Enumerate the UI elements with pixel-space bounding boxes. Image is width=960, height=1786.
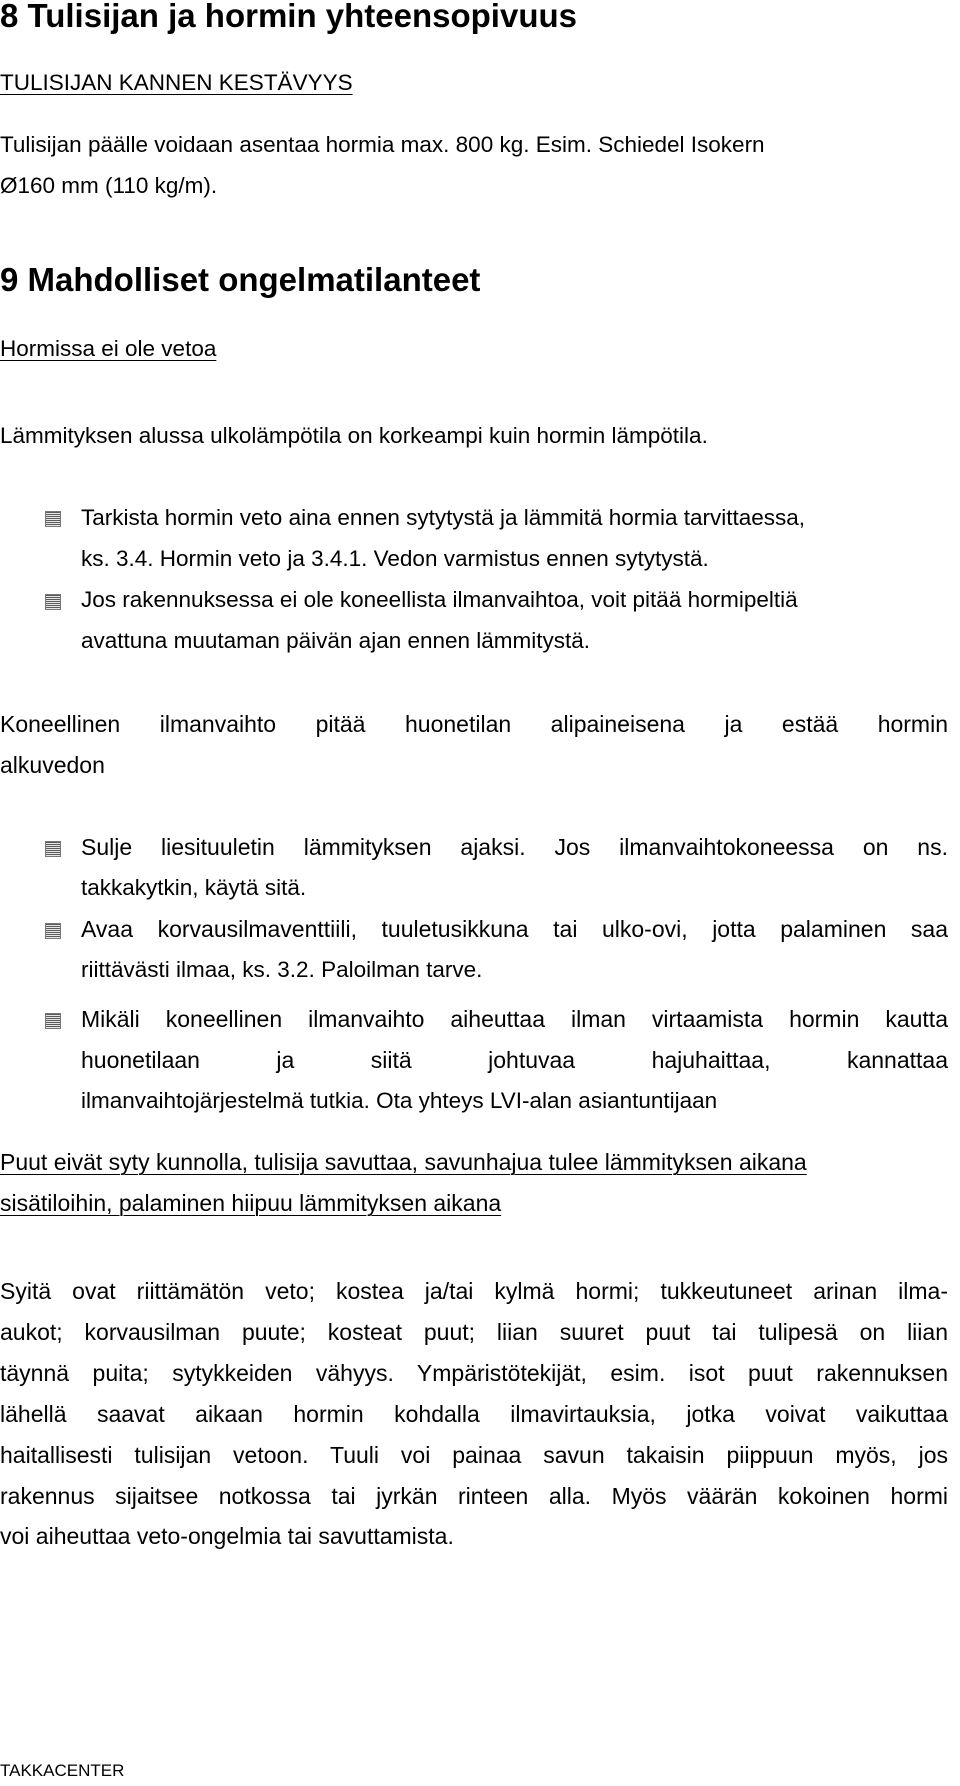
paragraph-causes-line-3: täynnä puita; sytykkeiden vähyys. Ympäristötekijät, esim. isot puut rakennuksen [0,1360,948,1386]
footer-brand: TAKKACENTER [0,1761,125,1780]
bullet-3-line-2: takkakytkin, käytä sitä. [81,875,307,900]
bullet-5-line-3: ilmanvaihtojärjestelmä tutkia. Ota yhteys LVI-alan asiantuntijaan [81,1088,718,1113]
section-9-subheading-draft: Hormissa ei ole vetoa [0,336,217,361]
section-8-text-line-2: Ø160 mm (110 kg/m). [0,173,218,198]
paragraph-causes-line-5: haitallisesti tulisijan vetoon. Tuuli voi painaa savun takaisin piippuun myös, jos [0,1442,948,1468]
section-9-heading: 9 Mahdolliset ongelmatilanteet [0,261,481,298]
bullet-square-icon [45,841,61,857]
bullet-2-line-1: Jos rakennuksessa ei ole koneellista ilmanvaihtoa, voit pitää hormipeltiä [81,587,798,612]
section-8-heading: 8 Tulisijan ja hormin yhteensopivuus [0,0,578,34]
bullet-3-line-1: Sulje liesituuletin lämmityksen ajaksi. Jos ilmanvaihtokoneessa on ns. [81,834,948,860]
paragraph-causes-line-6: rakennus sijaitsee notkossa tai jyrkän rinteen alla. Myös väärän kokoinen hormi [0,1483,948,1509]
paragraph-causes-line-1: Syitä ovat riittämätön veto; kostea ja/tai kylmä hormi; tukkeutuneet arinan ilma- [0,1278,948,1304]
bullet-4-line-1: Avaa korvausilmaventtiili, tuuletusikkuna tai ulko-ovi, jotta palaminen saa [81,916,948,942]
paragraph-ventilation-line-1: Koneellinen ilmanvaihto pitää huonetilan alipaineisena ja estää hormin [0,711,948,737]
bullet-square-icon [45,1013,61,1029]
section-9-subheading-smoke-line-1: Puut eivät syty kunnolla, tulisija savuttaa, savunhajua tulee lämmityksen aikana [0,1149,807,1175]
section-9-subheading-smoke-line-2: sisätiloihin, palaminen hiipuu lämmityksen aikana [0,1190,502,1216]
section-8-text-line-1: Tulisijan päälle voidaan asentaa hormia max. 800 kg. Esim. Schiedel Isokern [0,132,765,157]
section-8-subheading: TULISIJAN KANNEN KESTÄVYYS [0,70,353,95]
paragraph-causes-line-2: aukot; korvausilman puute; kosteat puut; liian suuret puut tai tulipesä on liian [0,1319,948,1345]
paragraph-ventilation-line-2: alkuvedon [0,752,105,778]
bullet-1-line-1: Tarkista hormin veto aina ennen sytytystä ja lämmitä hormia tarvittaessa, [81,505,806,530]
paragraph-causes-line-4: lähellä saavat aikaan hormin kohdalla ilmavirtauksia, jotka voivat vaikuttaa [0,1401,948,1427]
bullet-5-line-2: huonetilaan ja siitä johtuvaa hajuhaittaa, kannattaa [81,1047,948,1073]
bullet-square-icon [45,923,61,939]
bullet-4-line-2: riittävästi ilmaa, ks. 3.2. Paloilman tarve. [81,957,483,982]
bullet-2-line-2: avattuna muutaman päivän ajan ennen lämmitystä. [81,628,591,653]
bullet-1-line-2: ks. 3.4. Hormin veto ja 3.4.1. Vedon varmistus ennen sytytystä. [81,546,709,571]
bullet-square-icon [45,511,61,527]
bullet-square-icon [45,594,61,610]
paragraph-causes-line-7: voi aiheuttaa veto-ongelmia tai savuttamista. [0,1523,454,1549]
section-9-intro: Lämmityksen alussa ulkolämpötila on korkeampi kuin hormin lämpötila. [0,423,708,448]
bullet-5-line-1: Mikäli koneellinen ilmanvaihto aiheuttaa ilman virtaamista hormin kautta [81,1006,948,1032]
